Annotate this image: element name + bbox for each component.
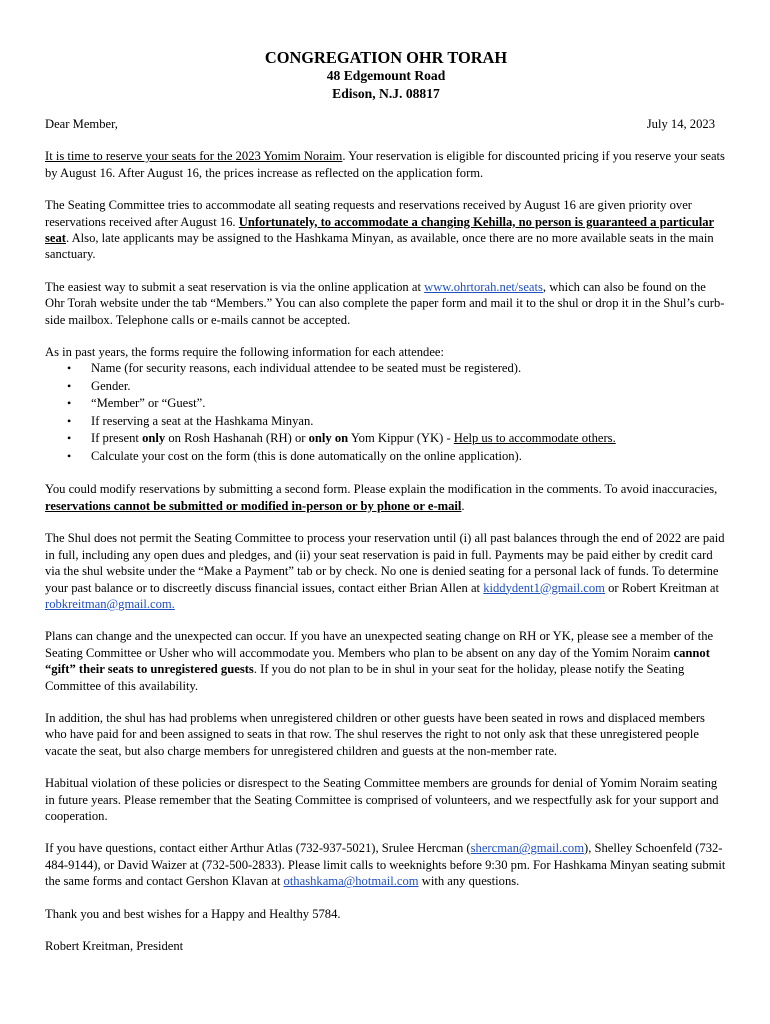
hashkama-email-link[interactable]: othashkama@hotmail.com — [283, 874, 419, 889]
bullet-icon: • — [67, 448, 72, 463]
list-item — [67, 395, 727, 413]
list-item-text: If present — [91, 431, 143, 446]
brian-allen-email-link[interactable]: kiddydent1@gmail.com — [483, 580, 605, 595]
no-inperson-notice: reservations cannot be submitted or modified in-person or by phone or e-mail — [45, 498, 462, 513]
paragraph-unregistered-guests: In addition, the shul has had problems when unregistered children or other guests have been seated in rows and displaced members who have paid for and been assigned to seats in that row. The shul reserves the right to not only ask that these unregistered people vacate the seat, but also charge members for unregistered children and guests at the non-member rate. — [45, 710, 705, 758]
requirements-list — [45, 360, 727, 465]
organization-name: CONGREGATION OHR TORAH — [264, 48, 508, 67]
bullet-icon: • — [67, 396, 72, 411]
salutation: Dear Member, — [45, 117, 118, 131]
paragraph-text: . Also, late applicants may be assigned to the Hashkama Minyan, as available, once there are no more available seats in the main sanctuary. — [45, 231, 714, 262]
reservation-headline: It is time to reserve your seats for the 2023 Yomim Noraim — [45, 149, 343, 164]
letterhead — [45, 48, 727, 103]
paragraph-text: with any questions. — [418, 874, 520, 889]
paragraph-payment-policy — [45, 530, 727, 612]
paragraph-text: . — [461, 498, 465, 513]
no-gift-seats-notice: cannot “gift” their seats to unregistered guests — [45, 645, 710, 677]
paragraph-modifications — [45, 481, 727, 514]
paragraph-text: Plans can change and the unexpected can occur. If you have an unexpected seating change on RH or YK, please see a member of the Seating Committee or Usher who will accommodate you. Members who plan to be absent on any day of the Yomim Noraim — [45, 629, 714, 660]
robert-kreitman-email-link[interactable]: robkreitman@gmail.com. — [45, 596, 175, 611]
street-address: 48 Edgemount Road — [326, 68, 446, 83]
paragraph-text: . If you do not plan to be in shul in your seat for the holiday, please notify the Seating Committee of this availability. — [45, 662, 685, 693]
list-item — [67, 360, 727, 378]
list-item-text: Yom Kippur (YK) - — [348, 431, 454, 446]
paragraph-text: . Your reservation is eligible for discounted pricing if you reserve your seats by August 16. After August 16, the prices increase as reflected on the application form. — [45, 149, 725, 180]
paragraph-text: You could modify reservations by submitting a second form. Please explain the modification in the comments. To avoid inaccuracies, — [45, 482, 718, 497]
emphasis-only: only — [142, 431, 166, 446]
paragraph-contacts — [45, 840, 727, 889]
bullet-icon: • — [67, 378, 72, 393]
list-item-text: Gender. — [91, 378, 131, 393]
accommodate-others-note: Help us to accommodate others. — [453, 431, 616, 446]
paragraph-policy-violations: Habitual violation of these policies or disrespect to the Seating Committee members are grounds for denial of Yomim Noraim seating in future years. Please remember that the Seating Committee is comprised of volunteers, and we respectfully ask for your support and cooperation. — [45, 776, 719, 823]
paragraph-online-application — [45, 279, 727, 328]
paragraph-text: The Seating Committee tries to accommodate all seating requests and reservations received by August 16 are given priority over reservations received after August 16. — [45, 198, 692, 229]
paragraph-seating-priority — [45, 197, 727, 263]
salutation-row — [45, 116, 727, 132]
list-item-text: Name (for security reasons, each individual attendee to be seated must be registered). — [91, 361, 522, 376]
letter-page — [45, 48, 727, 954]
no-guaranteed-seat-notice: Unfortunately, to accommodate a changing Kehilla, no person is guaranteed a particular seat — [45, 214, 715, 246]
paragraph-reservation-intro — [45, 148, 727, 181]
paragraph-text: , which can also be found on the Ohr Torah website under the tab “Members.” You can also complete the paper form and mail it to the shul or drop it in the Shul’s curb-side mailbox. Telephone calls or e-mails cannot be accepted. — [45, 279, 725, 327]
bullet-icon: • — [67, 413, 72, 428]
city-address: Edison, N.J. 08817 — [332, 86, 440, 101]
list-item-text: Calculate your cost on the form (this is done automatically on the online application). — [91, 448, 522, 463]
paragraph-form-requirements — [45, 344, 727, 465]
letter-date: July 14, 2023 — [646, 117, 715, 131]
seats-application-link[interactable]: www.ohrtorah.net/seats — [424, 279, 543, 294]
paragraph-text: ), Shelley Schoenfeld (732-484-9144), or David Waizer at (732-500-2833). Please limit calls to weeknights before 9:30 pm. For Hashkama Minyan seating submit the same forms and contact Gershon Klavan at — [45, 841, 726, 889]
list-item-text: “Member” or “Guest”. — [91, 396, 206, 411]
srulee-hercman-email-link[interactable]: shercman@gmail.com — [470, 841, 584, 856]
bullet-icon: • — [67, 431, 72, 446]
emphasis-only-on: only on — [308, 431, 349, 446]
bullet-icon: • — [67, 361, 72, 376]
signature: Robert Kreitman, President — [45, 939, 184, 953]
list-item — [67, 378, 727, 396]
closing-line: Thank you and best wishes for a Happy and Healthy 5784. — [45, 906, 341, 921]
list-item — [67, 448, 727, 466]
paragraph-text: The easiest way to submit a seat reservation is via the online application at — [45, 279, 425, 294]
list-item — [67, 430, 727, 448]
list-item-text: on Rosh Hashanah (RH) or — [165, 431, 309, 446]
list-item — [67, 413, 727, 431]
paragraph-text: If you have questions, contact either Arthur Atlas (732-937-5021), Srulee Hercman ( — [45, 841, 471, 856]
paragraph-text: The Shul does not permit the Seating Committee to process your reservation until (i) all past balances through the end of 2022 are paid in full, including any open dues and pledges, and (ii) your seat reservation is paid in full. Payments may be paid either by credit card via the shul website under the “Make a Payment” tab or by check. No one is denied seating for a personal lack of funds. To determine your past balance or to discreetly discuss financial issues, contact either Brian Allen at — [45, 531, 725, 595]
list-item-text: If reserving a seat at the Hashkama Minyan. — [91, 413, 314, 428]
paragraph-seating-changes — [45, 628, 727, 694]
requirements-intro: As in past years, the forms require the following information for each attendee: — [45, 345, 445, 360]
paragraph-text: or Robert Kreitman at — [604, 580, 719, 595]
